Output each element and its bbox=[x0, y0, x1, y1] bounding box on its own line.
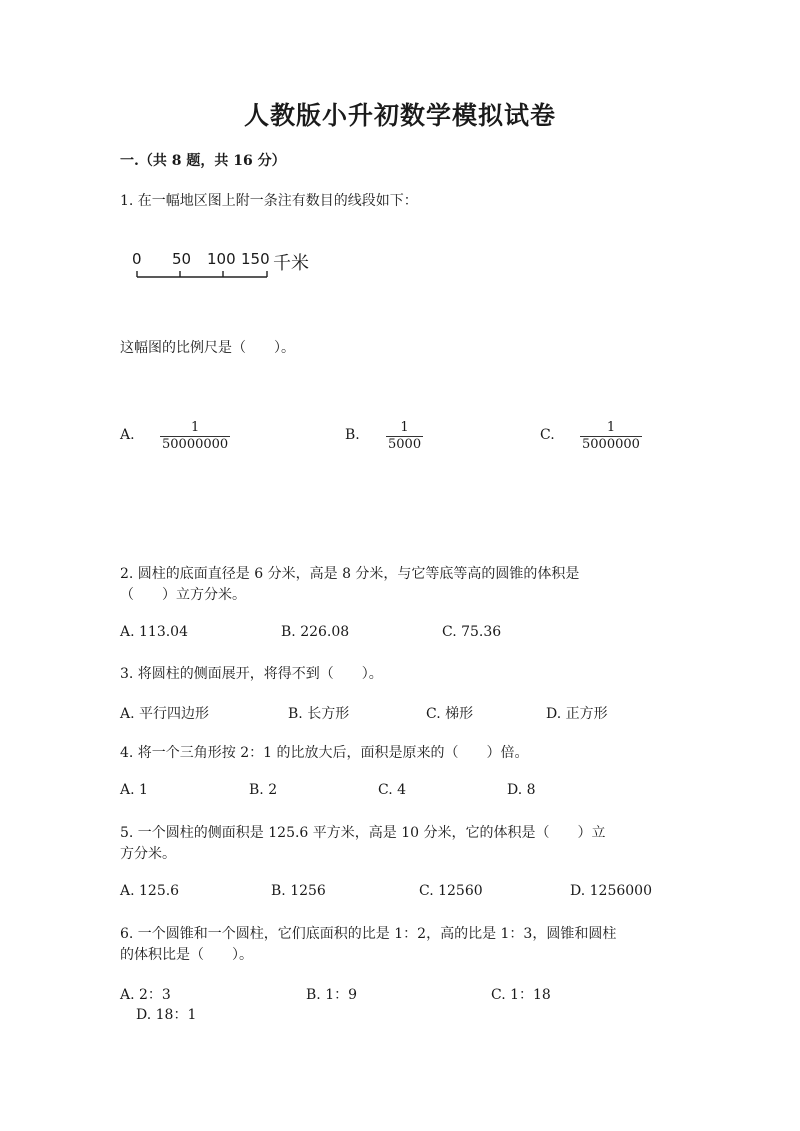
scale-tick-label-150: 150 bbox=[241, 250, 270, 268]
q4-option-c[interactable]: C. 4 bbox=[378, 782, 407, 798]
q4-option-a[interactable]: A. 1 bbox=[120, 782, 148, 798]
q1-option-a-letter: A. bbox=[120, 427, 135, 443]
q1-option-c-fraction[interactable] bbox=[580, 420, 642, 453]
question-5-text-cont: 方分米。 bbox=[120, 846, 176, 862]
question-6-text: 6. 一个圆锥和一个圆柱，它们底面积的比是 1：2，高的比是 1：3，圆锥和圆柱 bbox=[120, 926, 617, 942]
q3-option-b[interactable]: B. 长方形 bbox=[288, 706, 350, 722]
q2-option-c[interactable]: C. 75.36 bbox=[442, 624, 502, 640]
q6-option-a[interactable]: A. 2：3 bbox=[120, 987, 171, 1003]
q1-option-c-letter: C. bbox=[540, 427, 555, 443]
q6-option-d[interactable]: D. 18：1 bbox=[136, 1007, 197, 1023]
q3-option-a[interactable]: A. 平行四边形 bbox=[120, 706, 210, 722]
fraction-numerator: 1 bbox=[400, 420, 409, 435]
q1-option-a-fraction[interactable] bbox=[160, 420, 230, 453]
fraction-denominator: 5000000 bbox=[582, 437, 640, 452]
q2-option-b[interactable]: B. 226.08 bbox=[281, 624, 350, 640]
scale-line bbox=[130, 268, 275, 282]
question-4-text: 4. 将一个三角形按 2：1 的比放大后，面积是原来的（ ）倍。 bbox=[120, 745, 529, 761]
question-1-text: 1. 在一幅地区图上附一条注有数目的线段如下： bbox=[120, 193, 418, 209]
question-5-text: 5. 一个圆柱的侧面积是 125.6 平方米，高是 10 分米，它的体积是（ ）立 bbox=[120, 825, 606, 841]
q4-option-b[interactable]: B. 2 bbox=[249, 782, 278, 798]
page-title: 人教版小升初数学模拟试卷 bbox=[243, 101, 556, 130]
question-6-text-cont: 的体积比是（ ）。 bbox=[120, 947, 253, 963]
question-2-text-cont: （ ）立方分米。 bbox=[120, 587, 246, 603]
q6-option-c[interactable]: C. 1：18 bbox=[491, 987, 551, 1003]
fraction-denominator: 5000 bbox=[388, 437, 422, 452]
q3-option-c[interactable]: C. 梯形 bbox=[426, 706, 474, 722]
scale-tick-label-0: 0 bbox=[132, 250, 142, 268]
fraction-numerator: 1 bbox=[606, 420, 616, 435]
q3-option-d[interactable]: D. 正方形 bbox=[546, 706, 608, 722]
q5-option-d[interactable]: D. 1256000 bbox=[570, 883, 652, 899]
scale-unit: 千米 bbox=[273, 253, 309, 274]
fraction-denominator: 50000000 bbox=[162, 437, 229, 452]
q1-option-b-letter: B. bbox=[345, 427, 360, 443]
fraction-numerator: 1 bbox=[190, 420, 200, 435]
q4-option-d[interactable]: D. 8 bbox=[507, 782, 536, 798]
q6-option-b[interactable]: B. 1：9 bbox=[306, 987, 358, 1003]
scale-tick-label-100: 100 bbox=[207, 250, 236, 268]
question-1-prompt: 这幅图的比例尺是（ ）。 bbox=[120, 340, 295, 356]
q5-option-a[interactable]: A. 125.6 bbox=[120, 883, 180, 899]
question-3-text: 3. 将圆柱的侧面展开，将得不到（ ）。 bbox=[120, 666, 383, 682]
q2-option-a[interactable]: A. 113.04 bbox=[120, 624, 188, 640]
q5-option-c[interactable]: C. 12560 bbox=[419, 883, 483, 899]
section-header: 一.（共 8 题，共 16 分） bbox=[120, 153, 286, 169]
question-2-text: 2. 圆柱的底面直径是 6 分米，高是 8 分米，与它等底等高的圆锥的体积是 bbox=[120, 566, 580, 582]
scale-tick-label-50: 50 bbox=[172, 250, 192, 268]
q1-option-b-fraction[interactable] bbox=[386, 420, 423, 453]
q5-option-b[interactable]: B. 1256 bbox=[271, 883, 326, 899]
